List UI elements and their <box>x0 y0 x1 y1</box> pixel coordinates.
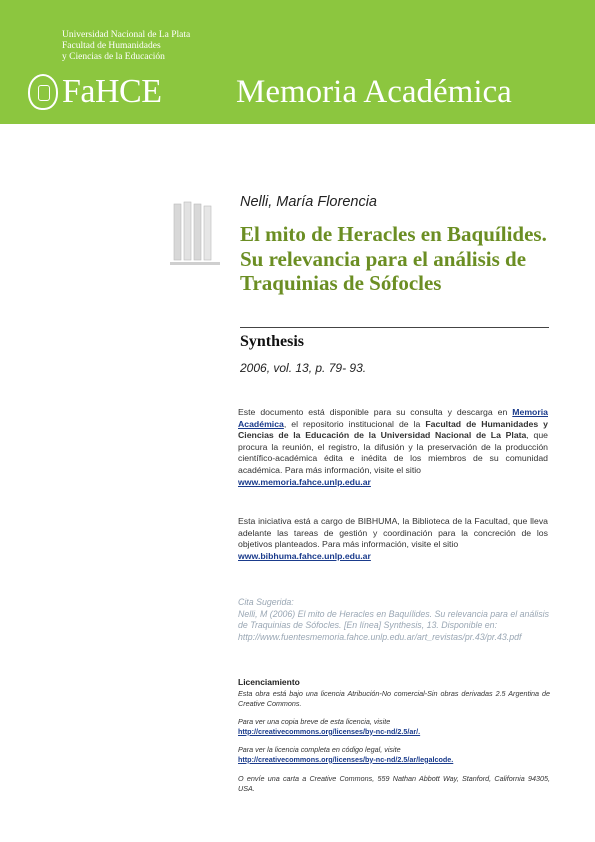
books-logo-icon <box>170 200 220 270</box>
suggested-citation <box>238 597 550 643</box>
repository-title: Memoria Académica <box>236 74 512 110</box>
license-heading: Licenciamiento <box>238 677 300 687</box>
header-banner <box>0 0 595 124</box>
faculty-name-line2: y Ciencias de la Educación <box>62 52 165 62</box>
bibhuma-paragraph: Esta iniciativa está a cargo de BIBHUMA, la Biblioteca de la Facultad, que lleva adelante las tareas de gestión y coordinación para la concreción de los objetivos planteados. Para más información, visite el sitio www.bibhuma.fahce.unlp.edu.ar <box>238 516 548 561</box>
document-title: El mito de Heracles en Baquílides. Su relevancia para el análisis de Traquinias de Sófocles <box>240 222 547 295</box>
bibhuma-url-link[interactable]: www.bibhuma.fahce.unlp.edu.ar <box>238 550 371 561</box>
faculty-name: Facultad de Humanidades <box>62 41 161 51</box>
memoria-url-link[interactable]: www.memoria.fahce.unlp.edu.ar <box>238 476 371 487</box>
university-seal-icon <box>28 74 58 110</box>
license-full-block: Para ver la licencia completa en código legal, visite http://creativecommons.org/licenses/by-nc-nd/2.5/ar/legalcode. <box>238 745 454 764</box>
fahce-logo: FaHCE <box>62 73 162 110</box>
author-name: Nelli, María Florencia <box>240 194 377 210</box>
license-full-link[interactable]: http://creativecommons.org/licenses/by-nc-nd/2.5/ar/legalcode. <box>238 754 454 764</box>
journal-name: Synthesis <box>240 333 305 350</box>
title-divider <box>240 327 549 328</box>
suggested-citation-text: Nelli, M (2006) El mito de Heracles en Baquílides. Su relevancia para el análisis de Traquinias de Sófocles. [En línea] Synthesis, 13. Disponible en: <box>238 608 549 630</box>
license-mail-address: O envíe una carta a Creative Commons, 559 Nathan Abbott Way, Stanford, California 94305, USA. <box>238 774 550 793</box>
suggested-citation-heading: Cita Sugerida: <box>238 597 294 607</box>
license-short-block: Para ver una copia breve de esta licencia, visite http://creativecommons.org/licenses/by-nc-nd/2.5/ar/. <box>238 717 421 736</box>
repository-paragraph: Este documento está disponible para su consulta y descarga en Memoria Académica, el repositorio institucional de la Facultad de Humanidades y Ciencias de la Educación de la Universidad Nacional de La Plata, que procura la reunión, el registro, la difusión y la preservación de la producción científico-académica édita e inédita de los miembros de su comunidad académica. Para más información, visite el sitio www.memoria.fahce.unlp.edu.ar <box>238 407 548 487</box>
license-text: Esta obra está bajo una licencia Atribución-No comercial-Sin obras derivadas 2.5 Argentina de Creative Commons. <box>238 689 550 708</box>
university-name: Universidad Nacional de La Plata <box>62 30 191 40</box>
suggested-citation-url: http://www.fuentesmemoria.fahce.unlp.edu.ar/art_revistas/pr.43/pr.43.pdf <box>238 631 522 642</box>
citation-details: 2006, vol. 13, p. 79- 93. <box>240 361 367 375</box>
memoria-academica-link[interactable]: Memoria Académica <box>238 407 548 429</box>
license-short-link[interactable]: http://creativecommons.org/licenses/by-nc-nd/2.5/ar/. <box>238 726 421 736</box>
